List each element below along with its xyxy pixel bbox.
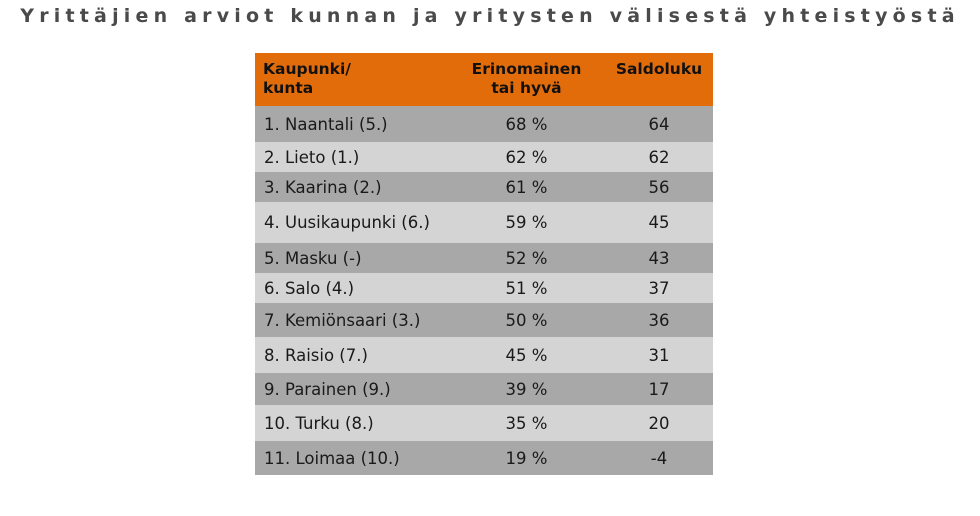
header-label-line: Erinomainen [471,60,582,78]
row-label: 11. Loimaa (10.) [255,441,448,475]
header-label-line: Saldoluku [615,60,703,78]
row-excellent-or-good: 35 % [448,405,605,441]
row-balance-figure: 56 [605,172,713,202]
row-balance-figure: 43 [605,243,713,273]
chart-title: Yrittäjien arviot kunnan ja yritysten välisestä yhteistyöstä [20,5,960,27]
row-excellent-or-good: 52 % [448,243,605,273]
row-balance-figure: 62 [605,142,713,172]
row-excellent-or-good: 45 % [448,337,605,373]
row-balance-figure: 36 [605,303,713,337]
table-header-row [255,53,713,106]
header-excellent-or-good [448,53,605,106]
row-label: 2. Lieto (1.) [255,142,448,172]
row-label: 1. Naantali (5.) [255,106,448,142]
header-label-line: Kaupunki/ [263,60,351,78]
header-balance-figure [605,53,713,106]
table-row [255,243,713,273]
row-label: 3. Kaarina (2.) [255,172,448,202]
row-excellent-or-good: 51 % [448,273,605,303]
table-row [255,202,713,243]
row-excellent-or-good: 61 % [448,172,605,202]
row-excellent-or-good: 68 % [448,106,605,142]
row-balance-figure: 17 [605,373,713,405]
header-municipality [255,53,448,106]
row-excellent-or-good: 19 % [448,441,605,475]
table-row [255,373,713,405]
header-label-line: tai hyvä [491,79,562,97]
row-label: 9. Parainen (9.) [255,373,448,405]
table-row [255,142,713,172]
table-row [255,106,713,142]
table-row [255,337,713,373]
row-balance-figure: -4 [605,441,713,475]
row-excellent-or-good: 50 % [448,303,605,337]
header-label-line: kunta [263,79,314,97]
row-balance-figure: 31 [605,337,713,373]
table-row [255,441,713,475]
row-label: 10. Turku (8.) [255,405,448,441]
row-label: 6. Salo (4.) [255,273,448,303]
ranking-table [255,53,713,475]
row-excellent-or-good: 62 % [448,142,605,172]
row-label: 4. Uusikaupunki (6.) [255,202,448,243]
row-label: 5. Masku (-) [255,243,448,273]
table-row [255,273,713,303]
row-balance-figure: 20 [605,405,713,441]
table-row [255,172,713,202]
row-label: 7. Kemiönsaari (3.) [255,303,448,337]
table-row [255,303,713,337]
row-balance-figure: 45 [605,202,713,243]
row-label: 8. Raisio (7.) [255,337,448,373]
row-excellent-or-good: 39 % [448,373,605,405]
row-excellent-or-good: 59 % [448,202,605,243]
table-body [255,106,713,475]
row-balance-figure: 64 [605,106,713,142]
row-balance-figure: 37 [605,273,713,303]
table-row [255,405,713,441]
